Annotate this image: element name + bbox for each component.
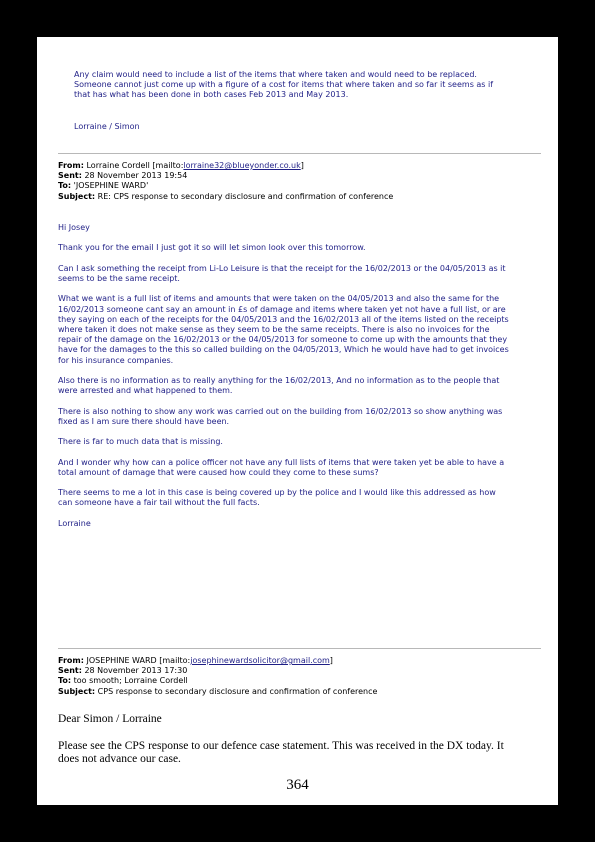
from-line: From: JOSEPHINE WARD [mailto:josephinewardsolicitor@gmail.com] — [58, 656, 333, 665]
to-line: To: too smooth; Lorraine Cordell — [58, 676, 188, 686]
text-line: Any claim would need to include a list of the items that where taken and would need to be replaced. — [74, 70, 477, 79]
sent-line: Sent: 28 November 2013 17:30 — [58, 666, 188, 676]
paragraph: And I wonder why how can a police officer not have any full lists of items that were taken yet be able to have a total amount of damage that were caused how could they come to these sums? — [58, 457, 505, 477]
email-body-1 — [58, 223, 538, 539]
divider — [58, 153, 541, 154]
subject-line: Subject: RE: CPS response to secondary disclosure and confirmation of conference — [58, 191, 394, 201]
quoted-message — [74, 70, 534, 132]
email-header-1 — [58, 161, 541, 202]
paragraph: Thank you for the email I just got it so will let simon look over this tomorrow. — [58, 243, 366, 253]
paragraph: What we want is a full list of items and amounts that were taken on the 04/05/2013 and also the same for the 16/02/2013 someone cant say an amount in £s of damage and items where taken yet not have a full list, or are they saying on each of the receipts for the 04/05/2013 and the 16/02/2013 all of the items listed on the receipts where taken it does not make sense as they seem to be the same receipts. There is also no invoices for the repair of the damage on the 16/02/2013 or the 04/05/2013 for someone to come up with the amounts that they have for the damages to the this so called building on the 04/05/2013, Which he would have had to get invoices for his insurance companies. — [58, 294, 509, 365]
document-page — [37, 37, 558, 805]
paragraph: There is also nothing to show any work was carried out on the building from 16/02/2013 so show anything was fixed as I am sure there should have been. — [58, 406, 503, 426]
greeting: Dear Simon / Lorraine — [58, 713, 162, 725]
quoted-signature: Lorraine / Simon — [74, 121, 140, 131]
email-link[interactable]: josephinewardsolicitor@gmail.com — [190, 656, 330, 665]
page-number: 364 — [286, 777, 309, 793]
from-line: From: Lorraine Cordell [mailto:lorraine32@blueyonder.co.uk] — [58, 161, 304, 170]
quoted-paragraph — [74, 70, 534, 101]
text-line: Someone cannot just come up with a figure of a cost for items that where taken and so far it seems as if — [74, 80, 494, 90]
email-body-2 — [58, 713, 538, 780]
paragraph: There is far to much data that is missing. — [58, 437, 223, 447]
paragraph: Please see the CPS response to our defence case statement. This was received in the DX today. It does not advance our case. — [58, 739, 504, 765]
to-line: To: 'JOSEPHINE WARD' — [58, 181, 149, 191]
paragraph: Can I ask something the receipt from Li-Lo Leisure is that the receipt for the 16/02/2013 or the 04/05/2013 as it seems to be the same receipt. — [58, 263, 506, 283]
divider — [58, 648, 541, 649]
greeting: Hi Josey — [58, 223, 90, 232]
signature: Lorraine — [58, 518, 91, 528]
subject-line: Subject: CPS response to secondary disclosure and confirmation of conference — [58, 686, 378, 696]
paragraph: There seems to me a lot in this case is being covered up by the police and I would like this addressed as how can someone have a fair tail without the full facts. — [58, 488, 496, 508]
text-line: that has what has been done in both cases Feb 2013 and May 2013. — [74, 90, 349, 100]
sent-line: Sent: 28 November 2013 19:54 — [58, 171, 188, 181]
email-link[interactable]: lorraine32@blueyonder.co.uk — [183, 161, 301, 170]
email-header-2 — [58, 656, 541, 697]
paragraph: Also there is no information as to really anything for the 16/02/2013, And no information as to the people that were arrested and what happened to them. — [58, 375, 500, 396]
